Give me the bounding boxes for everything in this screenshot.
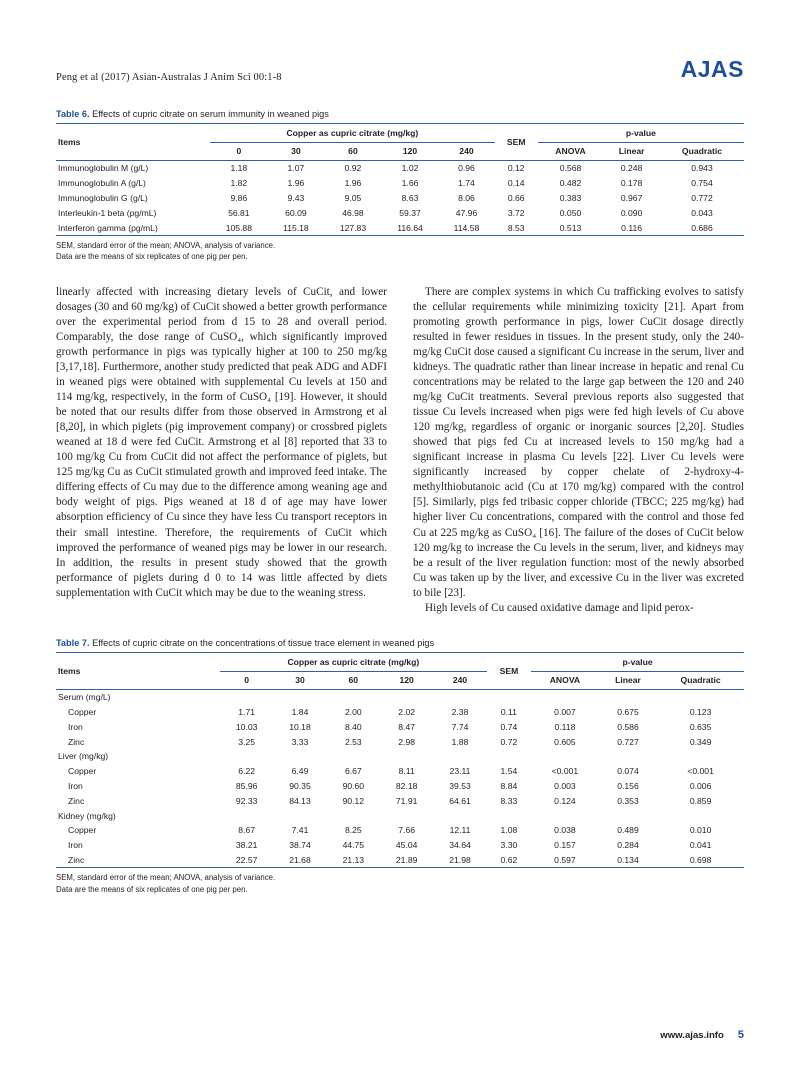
table6-items-header: Items [56, 124, 210, 161]
cell: 1.88 [451, 736, 469, 747]
table7-footnotes [56, 872, 744, 895]
cell: 6.22 [238, 766, 256, 777]
cell: 0.96 [458, 163, 475, 174]
table7-header-row [56, 652, 744, 671]
row-label: Copper [68, 707, 97, 718]
table7-p-quadratic: Quadratic [657, 671, 744, 689]
cell: 114.58 [438, 220, 494, 235]
cell-p: 0.943 [691, 163, 713, 174]
row-label: Interferon gamma (pg/mL) [56, 220, 210, 235]
table6-pvalue-header: p-value [538, 124, 744, 143]
table7 [56, 652, 744, 868]
row-label: Iron [68, 721, 83, 732]
cell-p: <0.001 [551, 766, 579, 777]
table7-dose-60: 60 [327, 671, 380, 689]
cell-sem: 0.62 [487, 852, 531, 867]
cell-sem: 0.11 [500, 707, 517, 718]
cell: 1.84 [291, 707, 309, 718]
cell: 71.91 [395, 795, 418, 806]
table-row [56, 191, 744, 206]
table6-sem-header: SEM [495, 124, 538, 161]
cell: 45.04 [395, 840, 418, 851]
cell-p: <0.001 [687, 766, 714, 777]
cell-p: 0.353 [617, 795, 639, 806]
cell: 2.98 [398, 736, 416, 747]
cell: 85.96 [235, 780, 258, 791]
table6-dose-60: 60 [324, 143, 382, 161]
cell: 21.89 [380, 852, 433, 867]
cell: 0.92 [344, 163, 362, 174]
cell: 10.18 [289, 721, 311, 732]
table7-footnote-1: SEM, standard error of the mean; ANOVA, analysis of variance. [56, 873, 276, 883]
section-title: Liver (mg/kg) [58, 751, 109, 762]
table7-body [56, 689, 744, 867]
page-footer [56, 1029, 744, 1041]
table-row [56, 205, 744, 220]
cell: 115.18 [268, 220, 324, 235]
row-label: Copper [68, 766, 97, 777]
cell-p: 0.772 [691, 192, 713, 203]
cell: 2.53 [344, 736, 362, 747]
cell-p: 0.248 [620, 163, 643, 174]
cell-p: 0.383 [559, 192, 582, 203]
left-column [56, 285, 387, 616]
table6-dose-120: 120 [382, 143, 438, 161]
journal-logo: AJAS [680, 56, 744, 82]
cell: 1.02 [401, 163, 419, 174]
cell: 64.61 [449, 795, 471, 806]
cell: 90.35 [289, 780, 311, 791]
row-label: Copper [68, 825, 97, 836]
cell: 116.64 [382, 220, 438, 235]
table6-footnote-1: SEM, standard error of the mean; ANOVA, analysis of variance. [56, 240, 276, 250]
cell-p: 0.041 [689, 840, 712, 851]
cell-sem: 0.66 [507, 192, 525, 203]
cell: 1.07 [287, 163, 305, 174]
cell: 1.74 [458, 178, 475, 189]
cell-p: 0.003 [554, 780, 576, 791]
table7-group-header: Copper as cupric citrate (mg/kg) [220, 652, 487, 671]
cell-p: 0.754 [691, 178, 713, 189]
row-label: Zinc [68, 795, 85, 806]
table-row [56, 852, 744, 867]
cell: 8.25 [344, 825, 362, 836]
cell: 8.06 [458, 192, 475, 203]
cell: 10.03 [235, 721, 258, 732]
cell: 82.18 [395, 780, 418, 791]
table6-footnote-2: Data are the means of six replicates of one pig per pen. [56, 252, 248, 262]
cell-p: 0.007 [554, 707, 576, 718]
cell: 1.96 [287, 178, 305, 189]
cell: 1.18 [230, 163, 248, 174]
cell-p: 0.349 [689, 736, 712, 747]
cell-sem: 1.54 [500, 766, 518, 777]
cell-p: 0.284 [617, 840, 639, 851]
table7-p-linear: Linear [599, 671, 658, 689]
cell-sem: 1.08 [500, 825, 518, 836]
cell-p: 0.727 [617, 736, 639, 747]
cell: 92.33 [235, 795, 258, 806]
cell: 9.05 [344, 192, 362, 203]
row-label: Iron [68, 780, 83, 791]
cell-p: 0.178 [620, 178, 643, 189]
row-label: Iron [68, 840, 83, 851]
table6-dose-240: 240 [438, 143, 494, 161]
table6 [56, 123, 744, 236]
table7-caption-number: Table 7. [56, 637, 90, 648]
cell-p: 0.967 [620, 192, 643, 203]
cell: 1.96 [344, 178, 362, 189]
left-paragraph: linearly affected with increasing dietary levels of CuCit, and lower dosages (30 and 60 mg/kg) of CuCit showed a better growth performance over the experimental period from d 15 to 28 and overall period. Comparably, the dose range of CuSO₄, which significantly improved growth performance in pigs was typically higher at 100 to 250 mg/kg [3,17,18]. Furthermore, another study predicted that peak ADG and ADFI in weaned pigs were obtained with supplemental Cu levels at 150 and 114 mg/kg, respectively, in the form of CuSO₄ [19]. However, it should be noted that our results differ from those observed in Armstrong et al [8,20], in which piglets (pig improvement company) or crossbred piglets weaned at 18 d were fed CuCit. Armstrong et al [8] reported that 33 to 100 mg/kg Cu from CuCit did not affect the performance of piglets, but 125 mg/kg Cu as CuCit stimulated growth and improved feed intake. The differing effects of Cu may due to the difference among weaning age and body weight of pigs. Pigs weaned at 18 d of age may have lower absorption efficiency of Cu since they have less Cu transport receptors in their small intestine. Therefore, the requirements of CuCit which improved the performance of weaned pigs may be lower in our research. In addition, the results in present study showed that the growth performance of piglets during d 0 to 14 was little affected by diets supplementation with CuCit which may be due to the weaning stress. [56, 285, 387, 599]
cell-p: 0.568 [559, 163, 582, 174]
table7-footnote-2: Data are the means of six replicates of one pig per pen. [56, 884, 248, 894]
cell: 7.41 [291, 825, 309, 836]
cell: 34.64 [449, 840, 471, 851]
cell: 38.21 [235, 840, 258, 851]
row-label: Zinc [68, 736, 85, 747]
cell-p: 0.605 [554, 736, 576, 747]
cell: 2.00 [344, 707, 362, 718]
row-label: Immunoglobulin G (g/L) [58, 192, 148, 203]
cell-sem: 0.14 [507, 178, 525, 189]
table6-p-quadratic: Quadratic [660, 143, 744, 161]
cell-p: 0.038 [554, 825, 576, 836]
cell: 8.40 [344, 721, 362, 732]
cell-p: 0.597 [531, 852, 599, 867]
cell: 8.67 [238, 825, 256, 836]
cell: 7.66 [398, 825, 416, 836]
cell: 127.83 [324, 220, 382, 235]
table6-group-header: Copper as cupric citrate (mg/kg) [210, 124, 495, 143]
section-title: Serum (mg/L) [58, 692, 111, 703]
cell-p: 0.124 [554, 795, 576, 806]
cell: 2.02 [398, 707, 416, 718]
cell-p: 0.090 [620, 207, 643, 218]
cell: 8.63 [401, 192, 419, 203]
cell-p: 0.043 [691, 207, 713, 218]
cell-p: 0.489 [617, 825, 639, 836]
cell: 3.33 [291, 736, 309, 747]
table-row [56, 176, 744, 191]
cell-p: 0.586 [617, 721, 639, 732]
table-section-row [56, 808, 744, 823]
cell-sem: 3.72 [507, 207, 525, 218]
table6-dose-30: 30 [268, 143, 324, 161]
page-number: 5 [737, 1029, 744, 1041]
cell: 56.81 [228, 207, 250, 218]
table6-p-anova: ANOVA [538, 143, 603, 161]
table7-caption-text: Effects of cupric citrate on the concentrations of tissue trace element in weaned pigs [89, 637, 435, 648]
table6-footnotes [56, 240, 744, 263]
body-columns [56, 285, 744, 616]
cell: 9.43 [287, 192, 305, 203]
cell: 3.25 [238, 736, 256, 747]
running-head: Peng et al (2017) Asian-Australas J Anim Sci 00:1-8 [56, 72, 282, 83]
cell-p: 0.157 [554, 840, 576, 851]
table6-p-linear: Linear [603, 143, 660, 161]
cell: 6.67 [344, 766, 362, 777]
cell: 60.09 [285, 207, 307, 218]
table-row [56, 838, 744, 853]
cell-sem: 8.53 [495, 220, 538, 235]
table7-dose-0: 0 [220, 671, 273, 689]
cell-sem: 8.33 [500, 795, 518, 806]
cell: 21.98 [433, 852, 486, 867]
journal-website[interactable]: www.ajas.info [660, 1030, 724, 1041]
cell: 23.11 [449, 766, 471, 777]
row-label: Immunoglobulin M (g/L) [58, 163, 149, 174]
cell-sem: 8.84 [500, 780, 518, 791]
table7-sem-header: SEM [487, 652, 531, 689]
cell: 2.38 [451, 707, 469, 718]
cell: 44.75 [342, 840, 365, 851]
cell: 47.96 [455, 207, 478, 218]
right-paragraph-2: High levels of Cu caused oxidative damage and lipid perox- [425, 601, 694, 614]
cell-p: 0.074 [617, 766, 639, 777]
cell: 21.68 [273, 852, 326, 867]
table7-items-header: Items [56, 652, 220, 689]
cell: 9.86 [230, 192, 248, 203]
cell: 38.74 [289, 840, 311, 851]
table-row [56, 779, 744, 794]
table7-dose-120: 120 [380, 671, 433, 689]
table6-caption-number: Table 6. [56, 109, 90, 119]
cell-p: 0.134 [599, 852, 658, 867]
cell-p: 0.513 [538, 220, 603, 235]
table-section-row [56, 749, 744, 764]
table6-body [56, 161, 744, 236]
cell-p: 0.859 [689, 795, 712, 806]
cell: 6.49 [291, 766, 309, 777]
section-title: Kidney (mg/kg) [58, 810, 116, 821]
cell-p: 0.118 [554, 721, 576, 732]
table6-caption [56, 109, 744, 119]
cell: 8.47 [398, 721, 416, 732]
cell: 12.11 [449, 825, 471, 836]
cell: 90.60 [342, 780, 365, 791]
cell: 8.11 [398, 766, 415, 777]
right-column [413, 285, 744, 616]
table7-dose-30: 30 [273, 671, 326, 689]
cell-p: 0.482 [559, 178, 582, 189]
cell: 7.74 [451, 721, 469, 732]
cell: 1.66 [401, 178, 419, 189]
cell: 1.71 [238, 707, 256, 718]
table-row [56, 823, 744, 838]
table-section-row [56, 689, 744, 704]
table-row [56, 705, 744, 720]
cell-p: 0.698 [657, 852, 744, 867]
cell-p: 0.123 [689, 707, 712, 718]
row-label: Zinc [56, 852, 220, 867]
table7-pvalue-header: p-value [531, 652, 744, 671]
cell-sem: 3.30 [500, 840, 518, 851]
cell: 1.82 [230, 178, 248, 189]
table6-dose-0: 0 [210, 143, 268, 161]
table7-dose-240: 240 [433, 671, 486, 689]
cell: 84.13 [289, 795, 311, 806]
cell-p: 0.686 [660, 220, 744, 235]
cell-p: 0.675 [617, 707, 639, 718]
table-row [56, 764, 744, 779]
cell-sem: 0.74 [500, 721, 518, 732]
table-row [56, 220, 744, 235]
right-paragraph-1: There are complex systems in which Cu trafficking evolves to satisfy the cellular requirements while minimizing toxicity [21]. Apart from promoting growth performance in pigs, lower CuCit dosage directly resulted in fewer residues in tissues. In the present study, only the 240-mg/kg CuCit dose caused a significant Cu increase in the serum, liver and kidneys. The quadratic rather than linear increase in hepatic and renal Cu concentrations may be related to the large gap between the 120 and 240 mg/kg CuCit treatments. Several previous reports also suggested that tissue Cu levels increased when pigs were fed high levels of Cu above 120 mg/kg, regardless of organic or inorganic sources [2,20]. Studies showed that pigs fed Cu at increased levels to 150 mg/kg had a significant increase in plasma Cu levels [22]. Liver Cu levels were significantly increased by copper chelate of 2-hydroxy-4-methylthiobutanoic acid (Cu at 170 mg/kg) compared with the control [5]. Similarly, pigs fed tribasic copper chloride (TBCC; 225 mg/kg) had higher liver Cu concentrations, compared with the control and those fed Cu at 225 mg/kg as CuSO₄ [16]. The failure of the doses of CuCit below 120 mg/kg to increase the Cu levels in the serum, liver, and kidneys may be a result of the liver regulation function: most of the newly absorbed Cu was taken up by the liver, and excessive Cu in the liver was excreted to bile [23]. [413, 285, 744, 599]
cell-p: 0.006 [689, 780, 712, 791]
cell-p: 0.156 [617, 780, 639, 791]
page-header [56, 56, 744, 87]
cell: 46.98 [342, 207, 364, 218]
cell-p: 0.010 [689, 825, 712, 836]
table-row [56, 719, 744, 734]
cell-p: 0.116 [603, 220, 660, 235]
table7-caption [56, 638, 744, 648]
row-label: Interleukin-1 beta (pg/mL) [58, 207, 157, 218]
cell-p: 0.050 [559, 207, 582, 218]
cell-sem: 0.12 [507, 163, 525, 174]
table7-p-anova: ANOVA [531, 671, 599, 689]
cell: 22.57 [220, 852, 273, 867]
cell-p: 0.635 [689, 721, 712, 732]
cell: 90.12 [342, 795, 365, 806]
cell: 105.88 [210, 220, 268, 235]
cell: 21.13 [327, 852, 380, 867]
row-label: Immunoglobulin A (g/L) [58, 178, 146, 189]
cell: 39.53 [449, 780, 471, 791]
table-row [56, 793, 744, 808]
cell-sem: 0.72 [500, 736, 518, 747]
table-row [56, 161, 744, 176]
cell: 59.37 [399, 207, 421, 218]
table6-header-row [56, 124, 744, 143]
table-row [56, 734, 744, 749]
table6-caption-text: Effects of cupric citrate on serum immunity in weaned pigs [89, 109, 329, 119]
